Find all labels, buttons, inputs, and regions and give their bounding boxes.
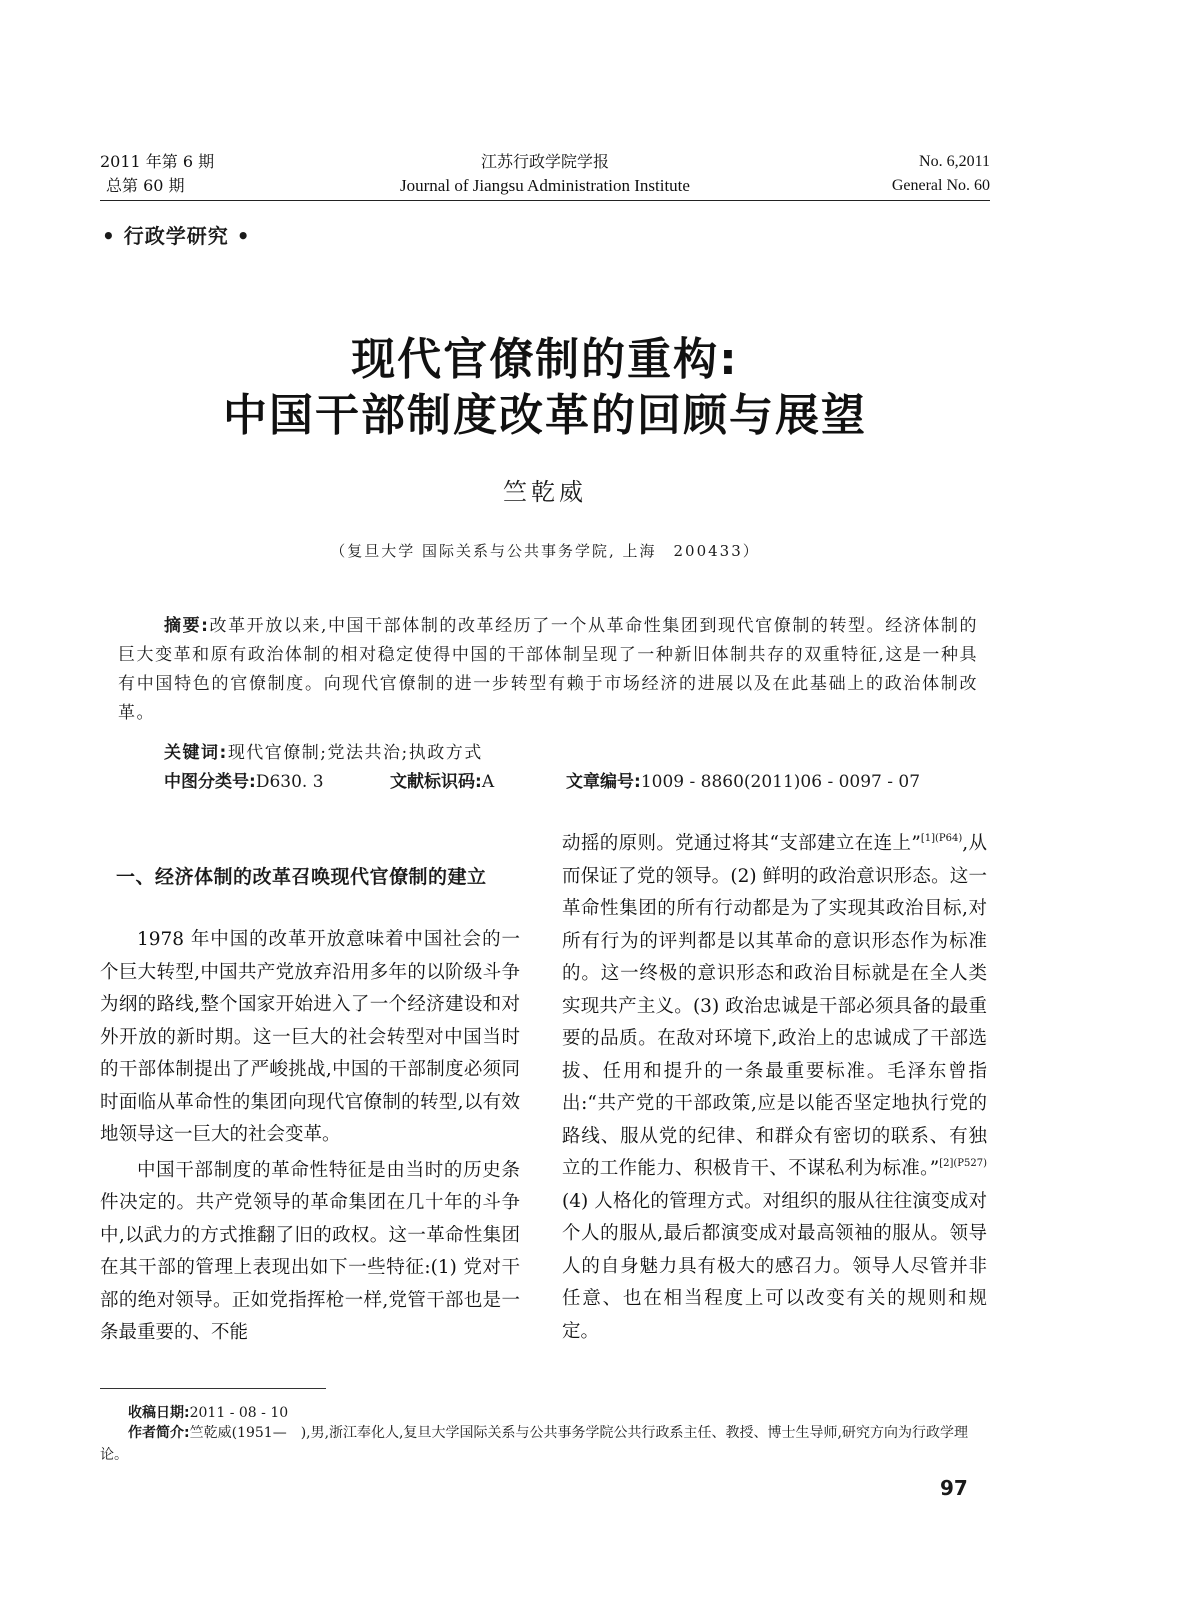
received-value: 2011 - 08 - 10 [189, 1405, 289, 1421]
body-paragraph [562, 828, 987, 1348]
doc-value: A [481, 772, 495, 792]
body-text: (4) 人格化的管理方式。对组织的服从往往演变成对个人的服从,最后都演变成对最高领袖的服从。领导人的自身魅力具有极大的感召力。领导人尽管并非任意、也在相当程度上可以改变有关的规则和规定。 [562, 1190, 987, 1342]
footnote-author-bio [100, 1422, 990, 1466]
header-issue-total: 总第 60 期 [106, 176, 185, 195]
article-title-line1: 现代官僚制的重构: [351, 334, 739, 385]
doc-label: 文献标识码: [390, 772, 482, 792]
keywords [164, 739, 483, 768]
article-value: 1009 - 8860(2011)06 - 0097 - 07 [640, 772, 921, 792]
author-name: 竺乾威 [503, 478, 587, 506]
clc-value: D630. 3 [255, 772, 324, 792]
citation: [2](P527) [939, 1158, 987, 1169]
abstract [118, 612, 978, 728]
article-label: 文章编号: [566, 772, 641, 792]
citation: [1](P64) [920, 833, 963, 844]
footnote-rule [100, 1388, 326, 1389]
author-affiliation: （复旦大学 国际关系与公共事务学院, 上海 200433） [330, 542, 760, 560]
footnote-received [128, 1402, 1018, 1424]
header-number-general: General No. 60 [891, 177, 990, 194]
header-issue-year: 2011 年第 6 期 [100, 152, 215, 171]
body-column-left [100, 924, 520, 1350]
header-number-issue: No. 6,2011 [919, 153, 990, 170]
article-title-line2: 中国干部制度改革的回顾与展望 [223, 390, 867, 441]
clc-code [164, 768, 324, 797]
header-rule [100, 200, 990, 201]
section-heading: 一、经济体制的改革召唤现代官僚制的建立 [116, 866, 487, 888]
body-paragraph: 中国干部制度的革命性特征是由当时的历史条件决定的。共产党领导的革命集团在几十年的斗争中,以武力的方式推翻了旧的政权。这一革命性集团在其干部的管理上表现出如下一些特征:(1) 党对干部的绝对领导。正如党指挥枪一样,党管干部也是一条最重要的、不能 [100, 1159, 520, 1343]
article-code [566, 768, 920, 797]
abstract-label: 摘要: [164, 616, 210, 636]
received-label: 收稿日期: [128, 1405, 190, 1421]
keywords-label: 关键词: [164, 743, 228, 763]
header-journal-cn: 江苏行政学院学报 [480, 152, 609, 171]
body-text: ,从而保证了党的领导。(2) 鲜明的政治意识形态。这一革命性集团的所有行动都是为了实现其政治目标,对所有行为的评判都是以其革命的意识形态作为标准的。这一终极的意识形态和政治目标就是在全人类实现共产主义。(3) 政治忠诚是干部必须具备的最重要的品质。在敌对环境下,政治上的忠诚成了干部选拔、任用和提升的一条最重要标准。毛泽东曾指出:“共产党的干部政策,应是以能否坚定地执行党的路线、服从党的纪律、和群众有密切的联系、有独立的工作能力、积极肯干、不谋私利为标准。” [562, 833, 987, 1179]
header-number [800, 150, 990, 198]
body-paragraph: 1978 年中国的改革开放意味着中国社会的一个巨大转型,中国共产党放弃沿用多年的以阶级斗争为纲的路线,整个国家开始进入了一个经济建设和对外开放的新时期。这一巨大的社会转型对中国当时的干部体制提出了严峻挑战,中国的干部制度必须同时面临从革命性的集团向现代官僚制的转型,以有效地领导这一巨大的社会变革。 [100, 929, 520, 1145]
abstract-text: 改革开放以来,中国干部体制的改革经历了一个从革命性集团到现代官僚制的转型。经济体制的巨大变革和原有政治体制的相对稳定使得中国的干部体制呈现了一种新旧体制共存的双重特征,这是一种具有中国特色的官僚制度。向现代官僚制的进一步转型有赖于市场经济的进展以及在此基础上的政治体制改革。 [118, 616, 978, 723]
doc-code [390, 768, 494, 797]
body-text: 动摇的原则。党通过将其“支部建立在连上” [562, 833, 921, 854]
author-bio-text: 竺乾威(1951— ),男,浙江奉化人,复旦大学国际关系与公共事务学院公共行政系主任、教授、博士生导师,研究方向为行政学理论。 [100, 1425, 968, 1463]
section-tag: • 行政学研究 • [102, 224, 251, 248]
keywords-text: 现代官僚制;党法共治;执政方式 [227, 743, 483, 763]
page-number: 97 [940, 1476, 968, 1500]
header-journal-en: Journal of Jiangsu Administration Institute [400, 176, 690, 195]
author-bio-label: 作者简介: [128, 1425, 190, 1441]
body-column-right [562, 828, 987, 1348]
clc-label: 中图分类号: [164, 772, 256, 792]
